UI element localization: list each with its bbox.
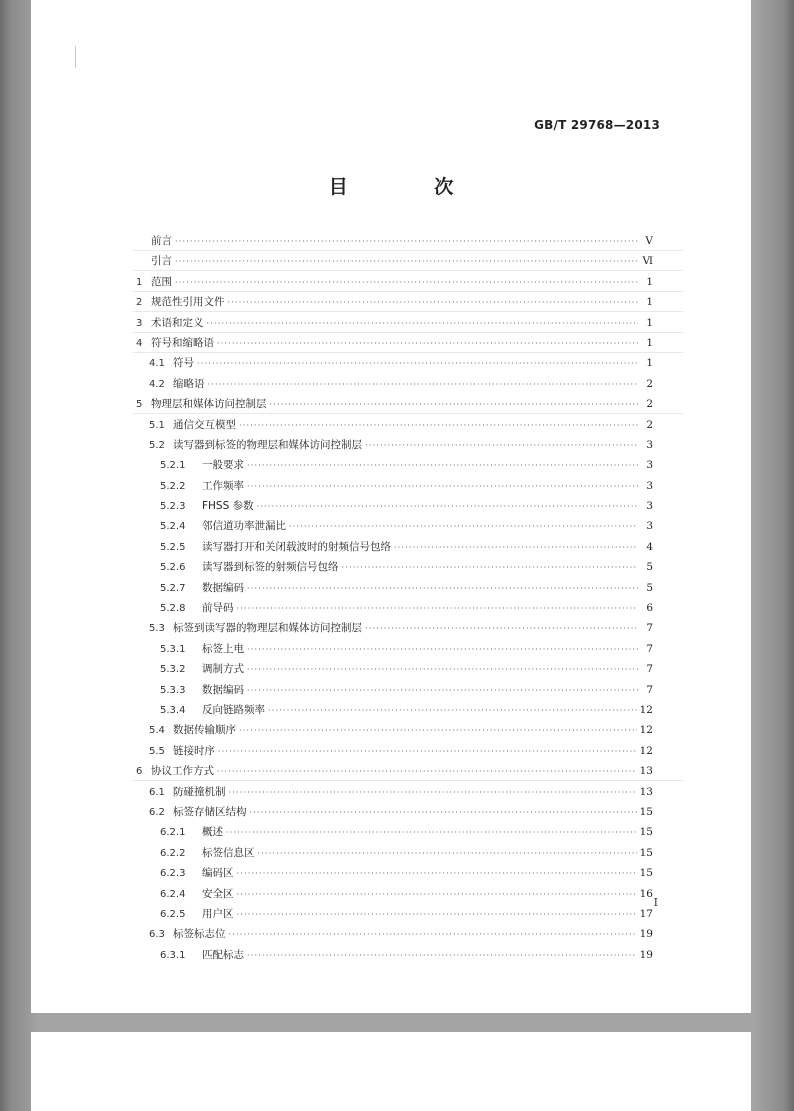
toc-entry-title: 引言 (151, 255, 172, 268)
toc-entry-title: 数据编码 (202, 581, 244, 594)
toc-entry-number: 3 (136, 317, 143, 329)
toc-entry-number: 5.2.8 (160, 603, 186, 615)
table-of-contents (136, 231, 653, 965)
toc-entry-page: 3 (646, 520, 653, 533)
toc-entry[interactable] (136, 578, 653, 598)
toc-entry[interactable] (136, 741, 653, 761)
toc-entry-title: 用户区 (202, 907, 234, 920)
toc-entry-page: 6 (646, 602, 653, 615)
toc-entry[interactable] (136, 313, 653, 333)
toc-entry[interactable] (136, 822, 653, 842)
toc-entry-number: 5 (136, 399, 143, 411)
toc-entry[interactable] (136, 374, 653, 394)
toc-entry-number: 5.2.4 (160, 521, 186, 533)
toc-row-rule (133, 291, 683, 292)
document-page (31, 0, 751, 1013)
toc-dot-leader (229, 783, 637, 803)
toc-entry-title: 邻信道功率泄漏比 (202, 520, 286, 533)
toc-dot-leader (250, 803, 637, 823)
toc-entry-number: 6.2.2 (160, 847, 186, 859)
toc-entry-page: 15 (639, 846, 653, 859)
toc-dot-leader (237, 885, 637, 905)
toc-entry-title: 工作频率 (202, 479, 244, 492)
toc-entry-number: 5.3.2 (160, 664, 186, 676)
toc-entry-page: 3 (646, 438, 653, 451)
toc-dot-leader (247, 456, 638, 476)
next-page (31, 1032, 751, 1111)
toc-entry[interactable] (136, 333, 653, 353)
toc-dot-leader (268, 701, 637, 721)
toc-entry[interactable] (136, 415, 653, 435)
toc-entry[interactable] (136, 802, 653, 822)
toc-entry[interactable] (136, 496, 653, 516)
toc-entry-page: 5 (646, 561, 653, 574)
toc-entry-page: 7 (646, 622, 653, 635)
toc-entry[interactable] (136, 476, 653, 496)
toc-dot-leader (289, 517, 638, 537)
toc-entry-number: 5.5 (149, 745, 165, 757)
toc-entry-title: 反向链路频率 (202, 703, 265, 716)
toc-entry-page: 16 (639, 887, 653, 900)
toc-dot-leader (239, 721, 637, 741)
toc-entry-number: 6.1 (149, 786, 165, 798)
toc-entry-title: 术语和定义 (151, 316, 204, 329)
toc-entry-title: 前言 (151, 235, 172, 247)
toc-entry-page: 13 (639, 765, 653, 778)
toc-entry-page: 17 (639, 907, 653, 920)
toc-entry-page: 4 (646, 540, 653, 553)
toc-entry[interactable] (136, 537, 653, 557)
toc-entry-number: 2 (136, 297, 143, 309)
toc-dot-leader (365, 619, 638, 639)
toc-entry[interactable] (136, 700, 653, 720)
toc-entry-page: 15 (639, 826, 653, 839)
toc-dot-leader (226, 823, 637, 843)
toc-dot-leader (218, 742, 637, 762)
toc-entry-number: 5.2.3 (160, 501, 186, 513)
toc-entry-number: 4.1 (149, 358, 165, 370)
toc-entry-number: 5.3.4 (160, 704, 186, 716)
toc-entry[interactable] (136, 598, 653, 618)
toc-entry-title: 规范性引用文件 (151, 296, 225, 309)
toc-entry[interactable] (136, 945, 653, 965)
toc-entry-title: 安全区 (202, 887, 234, 900)
toc-dot-leader (258, 844, 637, 864)
toc-entry-title: 匹配标志 (202, 948, 244, 961)
toc-dot-leader (208, 375, 639, 395)
toc-dot-leader (247, 640, 638, 660)
toc-row-rule (133, 311, 683, 312)
toc-entry[interactable] (136, 782, 653, 802)
toc-entry[interactable] (136, 516, 653, 536)
toc-entry-page: 12 (639, 744, 653, 757)
toc-entry-page: 1 (646, 336, 653, 349)
toc-entry-title: 标签信息区 (202, 846, 255, 859)
toc-entry-number: 4.2 (149, 378, 165, 390)
toc-entry-page: 1 (646, 296, 653, 309)
toc-entry-number: 6.3 (149, 929, 165, 941)
toc-entry-page: 15 (639, 867, 653, 880)
toc-entry-title: 读写器打开和关闭载波时的射频信号包络 (202, 540, 391, 553)
toc-entry-title: 标签存储区结构 (173, 805, 247, 818)
toc-entry[interactable] (136, 292, 653, 312)
toc-entry[interactable] (136, 680, 653, 700)
toc-dot-leader (342, 558, 639, 578)
toc-dot-leader (229, 925, 637, 945)
toc-row-rule (133, 250, 683, 251)
toc-entry[interactable] (136, 904, 653, 924)
toc-entry-title: 协议工作方式 (151, 765, 214, 778)
toc-entry-title: 一般要求 (202, 459, 244, 472)
toc-entry[interactable] (136, 884, 653, 904)
toc-row-rule (133, 780, 683, 781)
toc-entry-number: 5.2.5 (160, 541, 186, 553)
toc-dot-leader (197, 354, 638, 374)
toc-entry-title: 数据编码 (202, 683, 244, 696)
toc-entry-title: 读写器到标签的物理层和媒体访问控制层 (173, 438, 362, 451)
toc-entry[interactable] (136, 924, 653, 944)
toc-entry-number: 5.1 (149, 419, 165, 431)
toc-entry-page: V (645, 235, 653, 247)
toc-dot-leader (237, 864, 637, 884)
toc-dot-leader (237, 599, 639, 619)
toc-entry-page: 7 (646, 642, 653, 655)
toc-entry-title: 防碰撞机制 (173, 785, 226, 798)
toc-row-rule (133, 413, 683, 414)
toc-dot-leader (247, 579, 638, 599)
toc-entry[interactable] (136, 863, 653, 883)
toc-entry-page: 12 (639, 724, 653, 737)
toc-entry[interactable] (136, 394, 653, 414)
toc-entry-page: 15 (639, 805, 653, 818)
toc-entry-number: 6.2 (149, 806, 165, 818)
toc-entry-number: 6.3.1 (160, 949, 186, 961)
toc-entry-title: 标签上电 (202, 642, 244, 655)
toc-entry-title: 标签到读写器的物理层和媒体访问控制层 (173, 622, 362, 635)
page-number: I (653, 896, 658, 909)
toc-dot-leader (247, 681, 638, 701)
toc-entry-page: 12 (639, 703, 653, 716)
toc-entry-number: 6.2.1 (160, 827, 186, 839)
toc-entry-page: 1 (646, 275, 653, 288)
toc-entry[interactable] (136, 353, 653, 373)
toc-entry-number: 5.4 (149, 725, 165, 737)
toc-entry-title: 链接时序 (173, 744, 215, 757)
toc-dot-leader (394, 538, 638, 558)
standard-code: GB/T 29768—2013 (534, 118, 660, 132)
toc-entry-page: Ⅵ (642, 255, 653, 268)
toc-entry[interactable] (136, 639, 653, 659)
toc-dot-leader (247, 660, 638, 680)
toc-row-rule (133, 270, 683, 271)
toc-entry-number: 5.3.1 (160, 643, 186, 655)
toc-dot-leader (237, 905, 637, 925)
toc-dot-leader (365, 436, 638, 456)
toc-entry-page: 2 (646, 398, 653, 411)
toc-entry-number: 6.2.5 (160, 908, 186, 920)
toc-entry-number: 6.2.4 (160, 888, 186, 900)
toc-entry-title: FHSS 参数 (202, 500, 254, 513)
toc-row-rule (133, 332, 683, 333)
toc-entry-number: 5.2.1 (160, 460, 186, 472)
toc-dot-leader (257, 497, 638, 517)
toc-entry-title: 范围 (151, 275, 172, 288)
toc-entry[interactable] (136, 720, 653, 740)
page-title: 目 次 (328, 176, 494, 198)
toc-entry[interactable] (136, 455, 653, 475)
toc-entry[interactable] (136, 231, 653, 251)
toc-entry-number: 4 (136, 337, 143, 349)
toc-entry-page: 19 (639, 928, 653, 941)
toc-entry-number: 6.2.3 (160, 868, 186, 880)
scan-edge-mark (75, 46, 76, 68)
toc-entry-title: 缩略语 (173, 377, 205, 390)
toc-entry[interactable] (136, 659, 653, 679)
toc-entry[interactable] (136, 251, 653, 271)
toc-entry-number: 5.3 (149, 623, 165, 635)
toc-entry-number: 5.2.7 (160, 582, 186, 594)
toc-entry-page: 2 (646, 377, 653, 390)
toc-entry-title: 数据传输顺序 (173, 724, 236, 737)
toc-entry-page: 2 (646, 418, 653, 431)
toc-entry-title: 编码区 (202, 867, 234, 880)
toc-entry-page: 3 (646, 500, 653, 513)
toc-entry-page: 1 (646, 357, 653, 370)
toc-entry-title: 符号和缩略语 (151, 336, 214, 349)
toc-entry-page: 7 (646, 663, 653, 676)
toc-entry-number: 1 (136, 276, 143, 288)
toc-entry-page: 3 (646, 459, 653, 472)
toc-entry-title: 前导码 (202, 602, 234, 615)
toc-row-rule (133, 352, 683, 353)
toc-entry[interactable] (136, 557, 653, 577)
toc-entry-page: 3 (646, 479, 653, 492)
toc-entry-page: 1 (646, 316, 653, 329)
toc-entry-number: 6 (136, 766, 143, 778)
toc-entry-title: 通信交互模型 (173, 418, 236, 431)
toc-entry-number: 5.2 (149, 439, 165, 451)
toc-entry-page: 19 (639, 948, 653, 961)
toc-entry[interactable] (136, 618, 653, 638)
toc-entry-title: 读写器到标签的射频信号包络 (202, 561, 339, 574)
toc-entry-title: 符号 (173, 357, 194, 370)
toc-entry-page: 7 (646, 683, 653, 696)
toc-dot-leader (247, 946, 637, 966)
toc-entry-number: 5.2.2 (160, 480, 186, 492)
toc-dot-leader (239, 416, 638, 436)
toc-entry[interactable] (136, 435, 653, 455)
toc-entry-page: 13 (639, 785, 653, 798)
toc-entry-number: 5.2.6 (160, 562, 186, 574)
toc-entry-title: 物理层和媒体访问控制层 (151, 398, 267, 411)
toc-entry[interactable] (136, 272, 653, 292)
toc-entry-title: 概述 (202, 826, 223, 839)
toc-entry-title: 调制方式 (202, 663, 244, 676)
toc-entry-title: 标签标志位 (173, 928, 226, 941)
toc-entry-page: 5 (646, 581, 653, 594)
toc-entry-number: 5.3.3 (160, 684, 186, 696)
toc-dot-leader (247, 477, 638, 497)
toc-entry[interactable] (136, 843, 653, 863)
toc-entry[interactable] (136, 761, 653, 781)
